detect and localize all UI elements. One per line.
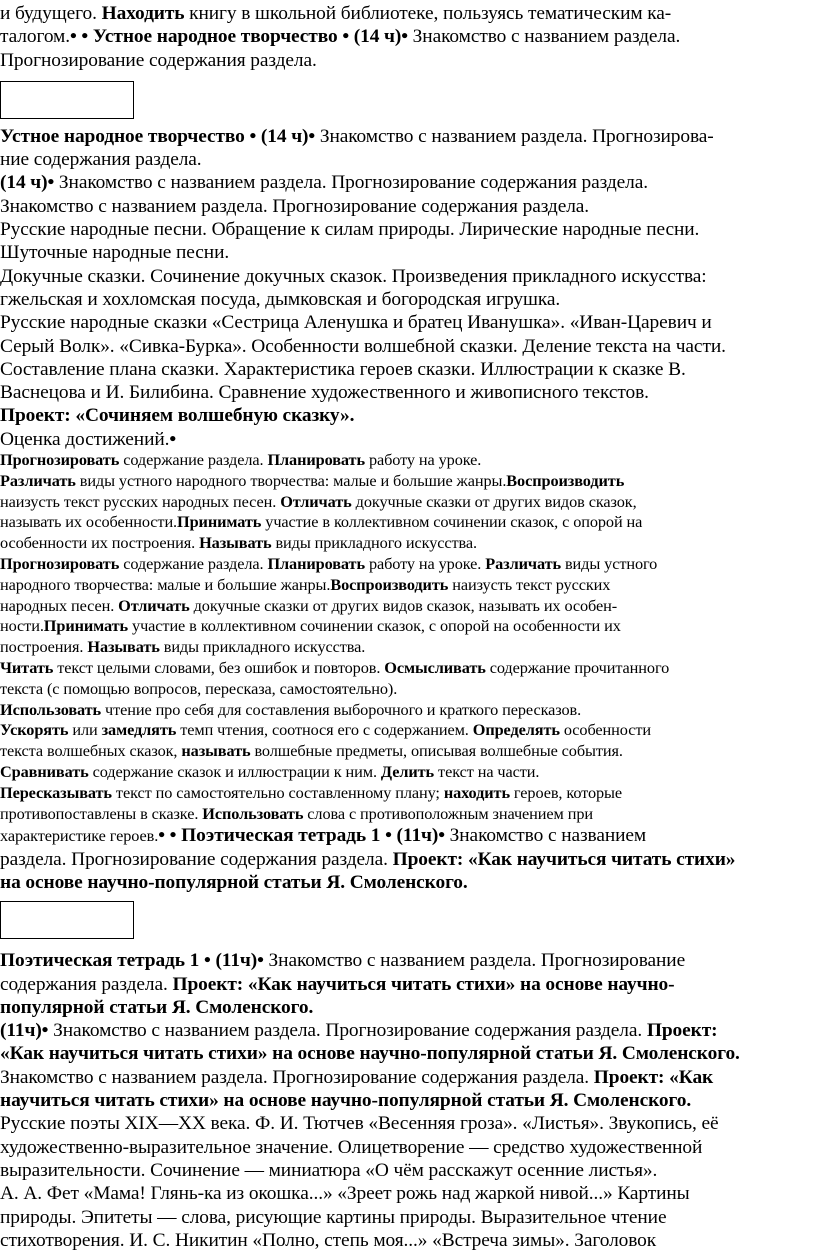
text-run: содержание раздела. [119,450,268,470]
bold-text-run: Проект: «Как научиться читать стихи» на основе научно- [172,973,675,995]
text-run: наизусть текст русских народных песен. [0,491,281,511]
paragraph-poetry-content [0,949,812,1252]
text-run: Составление плана сказки. Характеристика героев сказки. Иллюстрации к сказке В. [0,358,686,380]
text-run: Знакомство с названием раздела. Прогнозирование содержания раздела. [0,1066,594,1088]
text-run: Знакомство с названием раздела. Прогнозирование содержания раздела. [48,1020,647,1042]
bold-text-run: Проект: [646,1020,718,1042]
text-run: докучные сказки от других видов сказок, [351,491,637,511]
bold-text-run: Называть [199,533,272,553]
text-run: ности. [0,616,44,636]
paragraph-section-intro [0,2,812,72]
text-run: Прогнозирование содержания раздела. [0,49,317,71]
bold-text-run: называть [181,741,251,761]
bold-text-run: «Как научиться читать стихи» на основе научно-популярной статьи Я. Смоленского. [0,1043,740,1065]
text-run: содержание раздела. [119,554,268,574]
empty-table-cell [0,901,134,939]
bold-text-run: на основе научно-популярной статьи Я. Смоленского. [0,871,468,893]
text-run: или [68,720,102,740]
bold-text-run: Находить [101,3,185,24]
bold-text-run: • • Поэтическая тетрадь 1 • (11ч)• [158,825,445,847]
bold-text-run: Сравнивать [0,762,89,781]
bold-text-run: Различать [0,470,76,490]
text-run: построения. [0,637,88,657]
bold-text-run: Поэтическая тетрадь 1 • (11ч)• [0,950,264,972]
text-run: ние содержания раздела. [0,149,202,171]
bold-text-run: Проект: «Как научиться читать стихи» [392,848,736,870]
bold-text-run: популярной статьи Я. Смоленского. [0,996,314,1018]
bold-text-run: Прогнозировать [0,450,120,470]
bold-text-run: Воспроизводить [506,470,625,490]
text-run: работу на уроке. [364,450,482,470]
text-run: Знакомство с названием [444,825,647,847]
text-run: виды устного народного творчества: малые и большие жанры. [75,470,507,490]
text-run: героев, которые [509,782,623,802]
text-run: и будущего. [0,3,102,24]
text-run: особенности [559,720,651,740]
text-run: Докучные сказки. Сочинение докучных сказок. Произведения прикладного искусства: [0,265,707,287]
bold-text-run: Использовать [0,699,102,719]
bold-text-run: Делить [380,762,435,781]
bold-text-run: Различать [485,554,561,574]
text-run: чтение про себя для составления выборочного и краткого пересказов. [101,699,582,719]
bold-text-run: Осмысливать [384,658,486,678]
text-run: участие в коллективном сочинении сказок, с опорой на особенности их [128,616,621,636]
bold-text-run: Проект: «Сочиняем волшебную сказку». [0,405,355,427]
bold-text-run: Ускорять [0,720,69,740]
text-run: народного творчества: малые и большие жанры. [0,574,331,594]
paragraph-activities-2 [0,554,812,658]
text-run: книгу в школьной библиотеке, пользуясь тематическим ка- [184,3,672,24]
bold-text-run: Отличать [118,595,190,615]
text-run: Васнецова и И. Билибина. Сравнение художественного и живописного текстов. [0,382,649,404]
paragraph-activities-1 [0,450,812,554]
text-run: виды прикладного искусства. [159,637,366,657]
bold-text-run: (14 ч)• [0,172,55,194]
text-run: Русские народные песни. Обращение к силам природы. Лирические народные песни. [0,219,700,241]
text-run: народных песен. [0,595,119,615]
bold-text-run: Принимать [177,512,262,532]
empty-table-cell [0,81,134,119]
text-run: Русские поэты XIX—XX века. Ф. И. Тютчев «Весенняя гроза». «Листья». Звукопись, её [0,1113,719,1135]
text-run: противопоставлены в сказке. [0,803,203,823]
text-run: содержание сказок и иллюстрации к ним. [88,762,381,781]
bold-text-run: Устное народное творчество • (14 ч)• [0,125,316,147]
text-run: раздела. Прогнозирование содержания раздела. [0,848,393,870]
bold-text-run: Планировать [267,554,365,574]
text-run: текст по самостоятельно составленному плану; [111,782,444,802]
text-run: докучные сказки от других видов сказок, называть их особен- [189,595,618,615]
text-run: Знакомство с названием раздела. [407,26,681,48]
bold-text-run: Определять [472,720,560,740]
text-run: содержания раздела. [0,973,173,995]
text-run: Знакомство с названием раздела. Прогнозирование [263,950,686,972]
bold-text-run: Использовать [202,803,304,823]
text-run: выразительности. Сочинение — миниатюра «О чём расскажут осенние листья». [0,1159,658,1181]
text-run: стихотворения. И. С. Никитин «Полно, степь моя...» «Встреча зимы». Заголовок [0,1229,657,1251]
text-run: Шуточные народные песни. [0,242,230,264]
bold-text-run: замедлять [101,720,177,740]
bold-text-run: • [169,428,177,450]
bold-text-run: научиться читать стихи» на основе научно-популярной статьи Я. Смоленского. [0,1090,692,1112]
text-run: Знакомство с названием раздела. Прогнозирование содержания раздела. [0,195,590,217]
paragraph-reading-skills [0,658,812,894]
text-run: Серый Волк». «Сивка-Бурка». Особенности волшебной сказки. Деление текста на части. [0,335,726,357]
text-run: Оценка достижений. [0,428,170,450]
text-run: волшебные предметы, описывая волшебные события. [250,741,623,761]
text-run: гжельская и хохломская посуда, дымковская и богородская игрушка. [0,288,561,310]
bold-text-run: Читать [0,658,54,678]
text-run: А. А. Фет «Мама! Глянь-ка из окошка...» «Зреет рожь над жаркой нивой...» Картины [0,1183,690,1205]
text-run: виды прикладного искусства. [271,533,477,553]
bold-text-run: Называть [87,637,160,657]
bold-text-run: Отличать [280,491,352,511]
text-run: работу на уроке. [364,554,486,574]
bold-text-run: • • Устное народное творчество • (14 ч)• [69,26,408,48]
text-run: текст целыми словами, без ошибок и повторов. [53,658,385,678]
bold-text-run: Проект: «Как [593,1066,714,1088]
text-run: текст на части. [434,762,540,781]
text-run: художественно-выразительное значение. Олицетворение — средство художественной [0,1136,703,1158]
bold-text-run: Планировать [267,450,365,470]
text-run: характеристике героев. [0,826,159,846]
text-run: содержание прочитанного [485,658,670,678]
text-run: слова с противоположным значением при [303,803,593,823]
text-run: Знакомство с названием раздела. Прогнозирование содержания раздела. [54,172,648,194]
text-run: называть их особенности. [0,512,178,532]
text-run: виды устного [561,554,658,574]
bold-text-run: находить [443,782,510,802]
bold-text-run: Пересказывать [0,782,112,802]
paragraph-oral-folk-art-content [0,125,812,451]
bold-text-run: (11ч)• [0,1020,49,1042]
bold-text-run: Принимать [43,616,129,636]
text-run: природы. Эпитеты — слова, рисующие картины природы. Выразительное чтение [0,1206,667,1228]
text-run: темп чтения, соотнося его с содержанием. [176,720,473,740]
text-run: Русские народные сказки «Сестрица Аленушка и братец Иванушка». «Иван-Царевич и [0,312,712,334]
text-run: текста (с помощью вопросов, пересказа, самостоятельно). [0,678,398,698]
text-run: текста волшебных сказок, [0,741,182,761]
text-run: наизусть текст русских [448,574,611,594]
text-run: участие в коллективном сочинении сказок, с опорой на [261,512,643,532]
text-run: особенности их построения. [0,533,200,553]
bold-text-run: Прогнозировать [0,554,120,574]
text-run: Знакомство с названием раздела. Прогнозирова- [315,125,714,147]
text-run: талогом. [0,26,70,48]
bold-text-run: Воспроизводить [330,574,449,594]
